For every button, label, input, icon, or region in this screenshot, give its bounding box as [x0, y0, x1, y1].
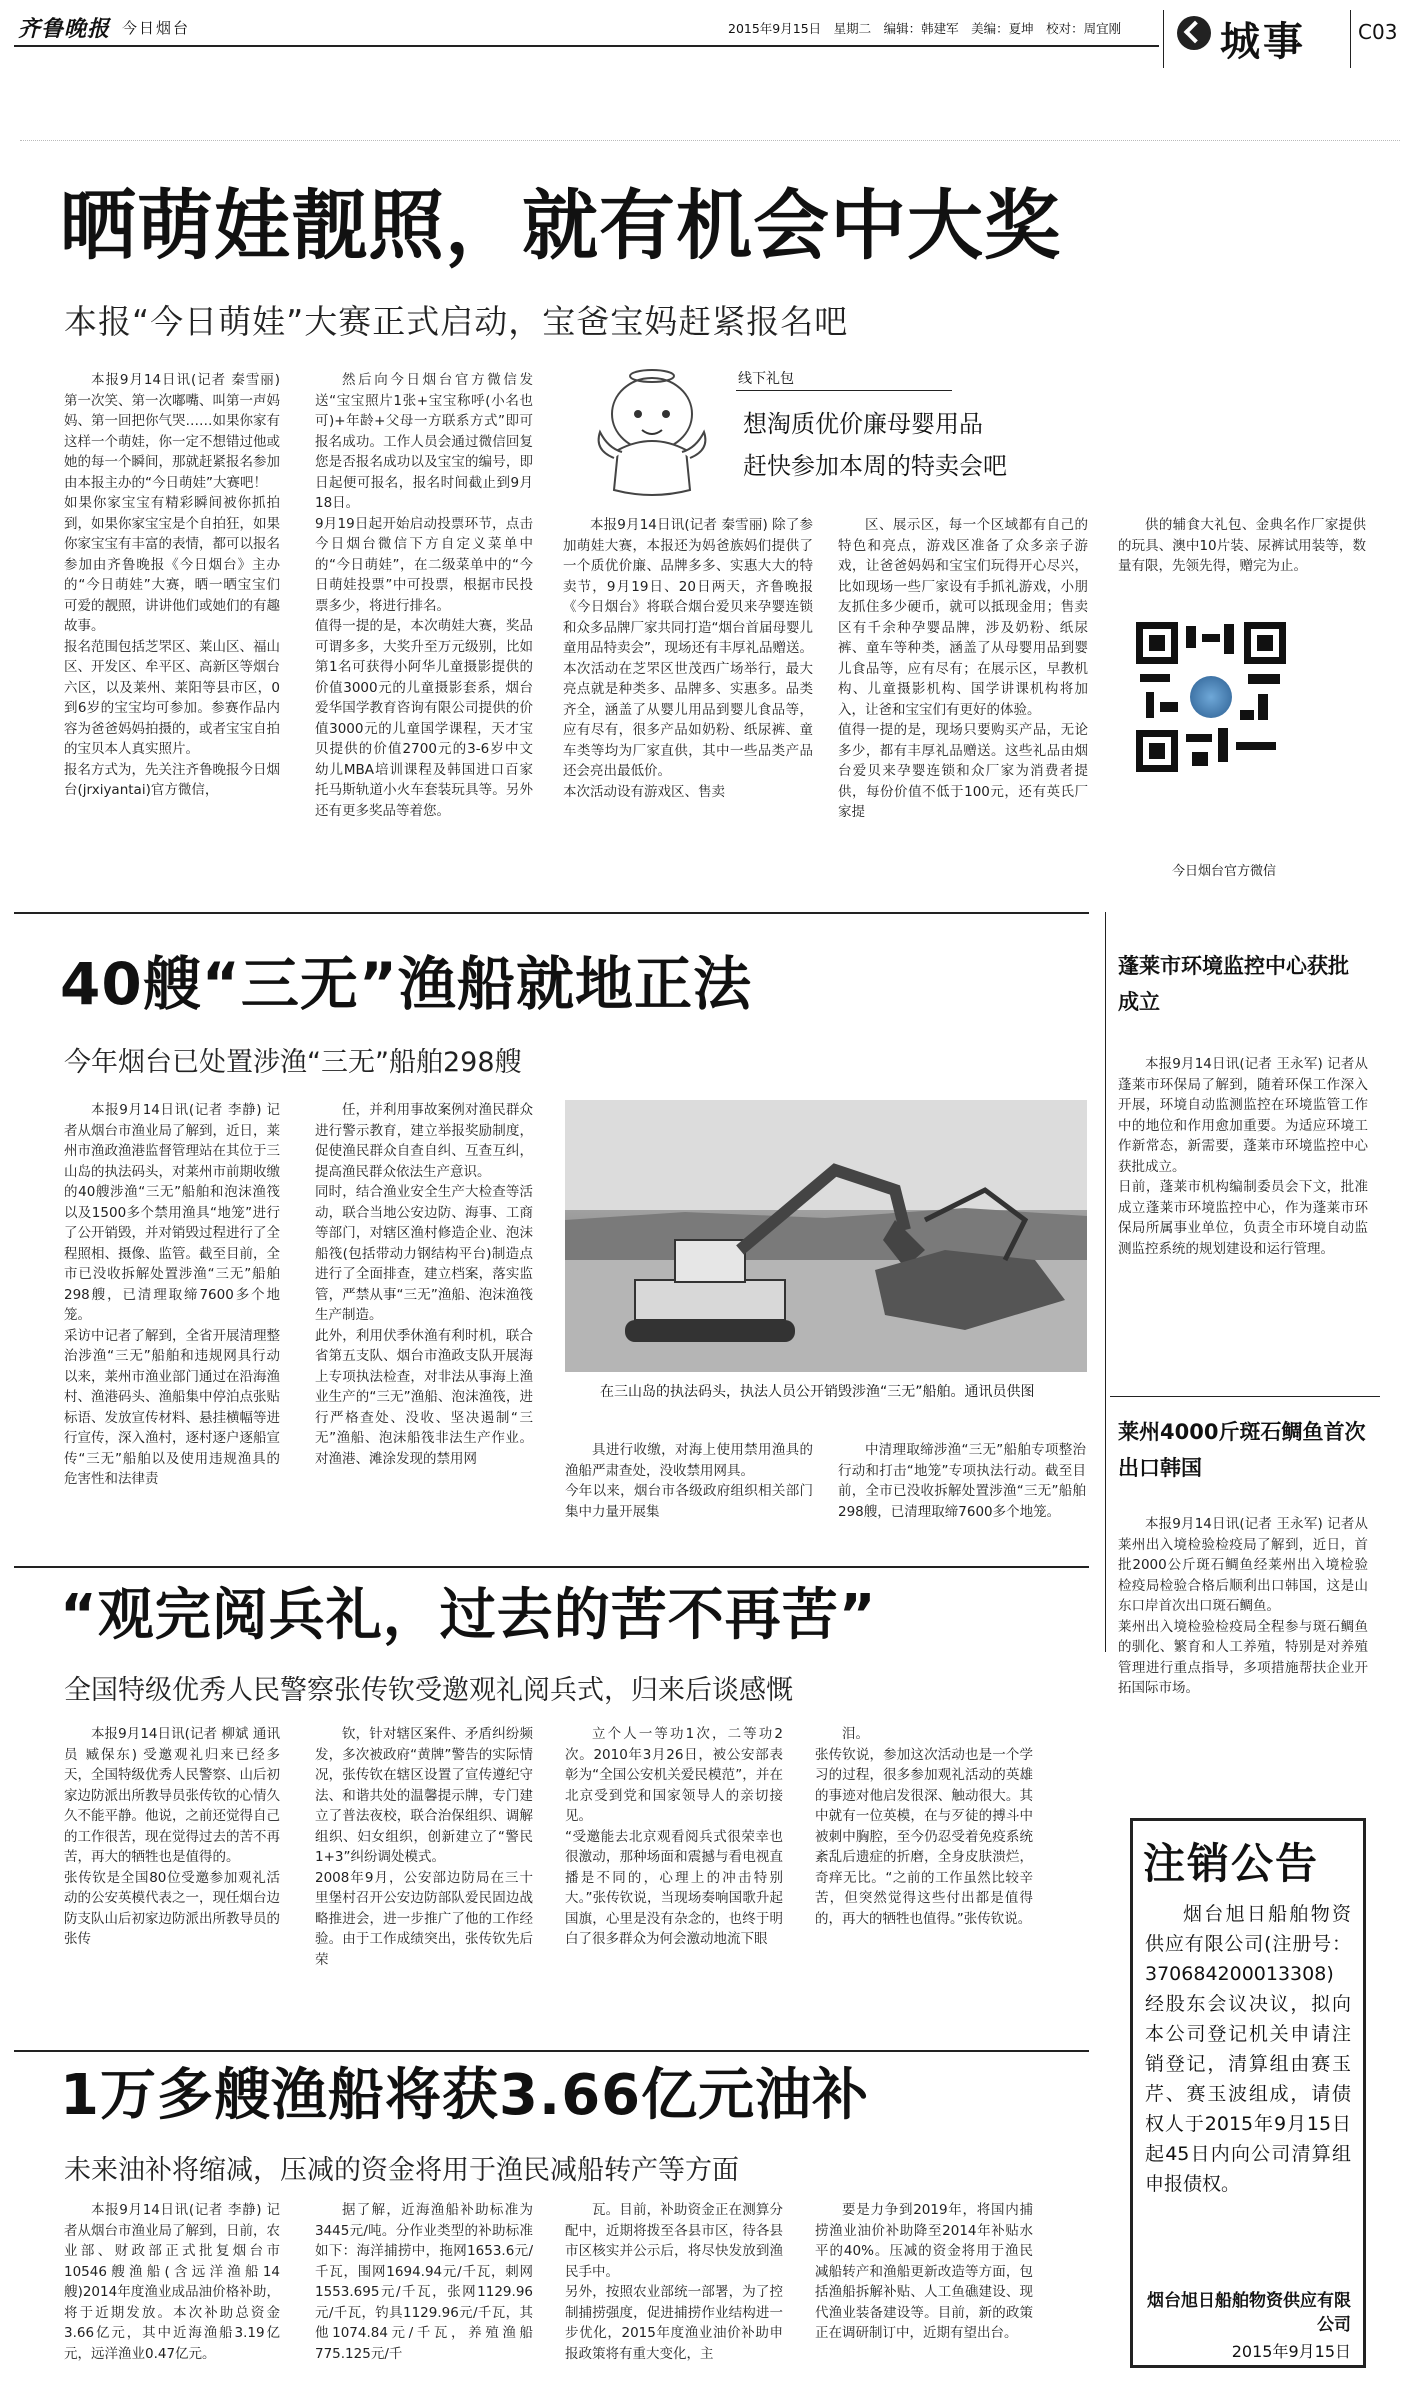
article4-col2: 据了解，近海渔船补助标准为3445元/吨。分作业类型的补助标准如下：海洋捕捞中，拖网1653.6元/千瓦，围网1694.94元/千瓦，刺网1553.695元/千瓦，张网1129.96元/千瓦，钓具1129.96元/千瓦，其他1074.84元/千瓦，养殖渔船775.125元/千	[315, 2202, 533, 2362]
qr-caption: 今日烟台官方微信	[1172, 864, 1277, 879]
masthead-rule-left	[14, 45, 1159, 47]
sidebar-rule-1	[1105, 912, 1106, 1652]
article2-col3: 具进行收缴，对海上使用禁用渔具的渔船严肃查处，没收禁用网具。 今年以来，烟台市各级政府组织相关部门集中力量开展集	[565, 1442, 813, 1520]
brief1-body: 本报9月14日讯(记者 王永军) 记者从蓬莱市环保局了解到，随着环保工作深入开展，环境自动监测监控在环境监管工作中的地位和作用愈加重要。为适应环境工作新常态，新需要，蓬莱市环境监控中心获批成立。 日前，蓬莱市机构编制委员会下文，批准成立蓬莱市环境监控中心，作为蓬莱市环保局所属事业单位，负责全市环境自动监测监控系统的规划建设和运行管理。	[1118, 1056, 1368, 1257]
section-rule-1	[14, 912, 1089, 914]
section-name: 城事	[1220, 19, 1306, 65]
page-number: C03	[1358, 20, 1398, 44]
article1-col3: 本报9月14日讯(记者 秦雪丽) 除了参加萌娃大赛，本报还为妈爸族妈们提供了一个质优价廉、品牌多多、实惠大大的特卖节，9月19日、20日两天，齐鲁晚报《今日烟台》将联合烟台爱贝来孕婴连锁和众多品牌厂家共同打造“烟台首届母婴儿童用品特卖会”，现场还有丰厚礼品赠送。 本次活动在芝罘区世茂西广场举行，最大亮点就是种类多、品牌多、实惠多。品类齐全，涵盖了从婴儿用品到婴儿食品等，应有尽有，很多产品如奶粉、纸尿裤、童车类等均为厂家直供，其中一些品类产品还会亮出最低价。 本次活动设有游戏区、售卖	[563, 517, 813, 800]
article3-col1: 本报9月14日讯(记者 柳斌 通讯员 臧保东) 受邀观礼归来已经多天，全国特级优秀人民警察、山后初家边防派出所教导员张传钦的心情久久不能平静。他说，之前还觉得自己的工作很苦，现在觉得过去的苦不再苦，再大的牺牲也是值得的。 张传钦是全国80位受邀参加观礼活动的公安英模代表之一，现任烟台边防支队山后初家边防派出所教导员的张传	[64, 1726, 280, 1947]
article4-headline: 1万多艘渔船将获3.66亿元油补	[60, 2063, 870, 2128]
notice-body: 烟台旭日船舶物资供应有限公司(注册号：370684200013308)经股东会议决议，拟向本公司登记机关申请注销登记，清算组由赛玉芹、赛玉波组成，请债权人于2015年9月15日起45日内向公司清算组申报债权。	[1145, 1903, 1351, 2195]
masthead-date-line: 2015年9月15日 星期二 编辑：韩建军 美编：夏坤 校对：周宜刚	[728, 21, 1122, 36]
article2-col4: 中清理取缔涉渔“三无”船舶专项整治行动和打击“地笼”专项执法行动。截至目前，全市已没收拆解处置涉渔“三无”船舶298艘，已清理取缔7600多个地笼。	[838, 1442, 1086, 1520]
masthead-edition: 今日烟台	[122, 19, 191, 37]
brief-divider	[1110, 1396, 1380, 1397]
promo-tag: 线下礼包	[738, 371, 794, 387]
article1-col2: 然后向今日烟台官方微信发送“宝宝照片1张+宝宝称呼(小名也可)+年龄+父母一方联系方式”即可报名成功。工作人员会通过微信回复您是否报名成功以及宝宝的编号，即日起便可报名，报名时间截止到9月18日。 9月19日起开始启动投票环节，点击今日烟台微信下方自定义菜单中的“今日萌娃”，在二级菜单中的“今日萌娃投票”中可投票，根据市民投票多少，将进行排名。 值得一提的是，本次萌娃大赛，奖品可谓多多，大奖升至万元级别，比如第1名可获得小阿华儿童摄影提供的价值3000元的儿童摄影套系，烟台爱华国学教育咨询有限公司提供的价值3000元的儿童国学课程，天才宝贝提供的价值2700元的3-6岁中文幼儿MBA培训课程及韩国进口百家托马斯轨道小火车套装玩具等。另外还有更多奖品等着您。	[315, 372, 533, 819]
notice-box	[1130, 1818, 1366, 2368]
notice-title: 注销公告	[1143, 1839, 1320, 1888]
article3-col4: 泪。 张传钦说，参加这次活动也是一个学习的过程，很多参加观礼活动的英雄的事迹对他启发很深、触动很大。其中就有一位英模，在与歹徒的搏斗中被刺中胸腔，至今仍忍受着免疫系统紊乱后遗症的折磨，全身皮肤溃烂，奇痒无比。“之前的工作虽然比较辛苦，但突然觉得这些付出都是值得的，再大的牺牲也值得。”张传钦说。	[815, 1726, 1033, 1927]
masthead-divider-2	[1350, 10, 1351, 68]
qr-code-icon	[1136, 622, 1286, 772]
section-chevron-icon	[1177, 16, 1211, 50]
masthead-divider	[1163, 10, 1164, 68]
article1-subhead: 本报“今日萌娃”大赛正式启动，宝爸宝妈赶紧报名吧	[64, 302, 849, 341]
article3-col3: 立个人一等功1次，二等功2次。2010年3月26日，被公安部表彰为“全国公安机关爱民模范”，并在北京受到党和国家领导人的亲切接见。 “受邀能去北京观看阅兵式很荣幸也很激动，那种场面和震撼与看电视直播是不同的，心理上的冲击特别大。”张传钦说，当现场奏响国歌升起国旗，心里是没有杂念的，也终于明白了很多群众为何会激动地流下眼	[565, 1726, 783, 1947]
notice-date: 2015年9月15日	[1231, 2342, 1351, 2361]
article2-headline: 40艘“三无”渔船就地正法	[60, 950, 752, 1018]
promo-line1: 想淘质优价廉母婴用品	[743, 410, 983, 438]
article4-subhead: 未来油补将缩减，压减的资金将用于渔民减船转产等方面	[64, 2155, 739, 2186]
section-rule-2	[14, 1566, 1089, 1568]
article4-col3: 瓦。目前，补助资金正在测算分配中，近期将拨至各县市区，待各县市区核实并公示后，将尽快发放到渔民手中。 另外，按照农业部统一部署，为了控制捕捞强度，促进捕捞作业结构进一步优化，2015年度渔业油价补助申报政策将有重大变化，主	[565, 2202, 783, 2362]
masthead-paper-name: 齐鲁晚报	[18, 16, 111, 42]
brief2-body: 本报9月14日讯(记者 王永军) 记者从莱州出入境检验检疫局了解到，近日，首批2000公斤斑石鲷鱼经莱州出入境检验检疫局检验合格后顺利出口韩国，这是山东口岸首次出口斑石鲷鱼。 莱州出入境检验检疫局全程参与斑石鲷鱼的驯化、繁育和人工养殖，特别是对养殖管理进行重点指导，多项措施帮扶企业开拓国际市场。	[1118, 1516, 1368, 1696]
promo-line2: 赶快参加本周的特卖会吧	[743, 452, 1007, 480]
article2-col2: 任，并利用事故案例对渔民群众进行警示教育，建立举报奖励制度，促使渔民群众自查自纠、互查互纠，提高渔民群众依法生产意识。 同时，结合渔业安全生产大检查等活动，联合当地公安边防、海事、工商等部门，对辖区渔村修造企业、泡沫船筏(包括带动力钢结构平台)制造点进行了全面排查，建立档案，落实监管，严禁从事“三无”渔船、泡沫渔筏生产制造。 此外，利用伏季休渔有利时机，联合省第五支队、烟台市渔政支队开展海上专项执法检查，对非法从事海上渔业生产的“三无”渔船、泡沫渔筏，进行严格查处、没收、坚决遏制“三无”渔船、泡沫船筏非法生产作业。对渔港、滩涂发现的禁用网	[315, 1102, 533, 1467]
article1-col5: 供的辅食大礼包、金典名作厂家提供的玩具、澳中10片装、尿裤试用装等，数量有限，先领先得，赠完为止。	[1118, 517, 1366, 574]
article1-col4: 区、展示区，每一个区域都有自己的特色和亮点，游戏区准备了众多亲子游戏，让爸爸妈妈和宝宝们玩得开心尽兴，比如现场一些厂家设有手抓礼游戏，小朋友抓住多少硬币，就可以抵现金用；售卖区有千余种孕婴品牌，涉及奶粉、纸尿裤、童车等种类，涵盖了从母婴用品到婴儿食品等，应有尽有；在展示区，早教机构、儿童摄影机构、国学讲课机构将加入，让爸和宝宝们有更好的体验。 值得一提的是，现场只要购买产品，无论多少，都有丰厚礼品赠送。这些礼品由烟台爱贝来孕婴连锁和众厂家为消费者提供，每份价值不低于100元，还有英氏厂家提	[838, 517, 1088, 820]
notice-signature: 烟台旭日船舶物资供应有限公司	[1147, 2291, 1351, 2335]
article3-subhead: 全国特级优秀人民警察张传钦受邀观礼阅兵式，归来后谈感慨	[64, 1675, 793, 1706]
article4-col1: 本报9月14日讯(记者 李静) 记者从烟台市渔业局了解到，日前，农业部、财政部正式批复烟台市10546艘渔船(含远洋渔船14艘)2014年度渔业成品油价格补助，将于近期发放。本次补助总资金3.66亿元，其中近海渔船3.19亿元，远洋渔业0.47亿元。	[64, 2202, 280, 2362]
article4-col4: 要是力争到2019年，将国内捕捞渔业油价补助降至2014年补贴水平的40%。压减的资金将用于渔民减船转产和渔船更新改造等方面，包括渔船拆解补贴、人工鱼礁建设、现代渔业装备建设等。目前，新的政策正在调研制订中，近期有望出台。	[815, 2202, 1033, 2341]
article2-subhead: 今年烟台已处置涉渔“三无”船舶298艘	[64, 1047, 522, 1078]
article3-col2: 钦，针对辖区案件、矛盾纠纷频发，多次被政府“黄牌”警告的实际情况，张传钦在辖区设置了宣传遵纪守法、和谐共处的温馨提示牌，专门建立了普法夜校，联合治保组织、调解组织、妇女组织，创新建立了“警民1+3”纠纷调处模式。 2008年9月，公安部边防局在三十里堡村召开公安边防部队爱民固边战略推进会，进一步推广了他的工作经验。由于工作成绩突出，张传钦先后荣	[315, 1726, 533, 1968]
photo-caption: 在三山岛的执法码头，执法人员公开销毁涉渔“三无”船舶。通讯员供图	[600, 1384, 1035, 1400]
baby-illustration	[578, 362, 728, 502]
article1-col1: 本报9月14日讯(记者 秦雪丽) 第一次笑、第一次嘟嘴、叫第一声妈妈、第一回把你气哭……如果你家有这样一个萌娃，你一定不想错过他或她的每一个瞬间，那就赶紧报名参加由本报主办的“今日萌娃”大赛吧！ 如果你家宝宝有精彩瞬间被你抓拍到，如果你家宝宝是个自拍狂，如果你家宝宝有丰富的表情，都可以报名参加由齐鲁晚报《今日烟台》主办的“今日萌娃”大赛，晒一晒宝宝们可爱的靓照，讲讲他们或她们的有趣故事。 报名范围包括芝罘区、莱山区、福山区、开发区、牟平区、高新区等烟台六区，以及莱州、莱阳等县市区，0到6岁的宝宝均可参加。参赛作品内容为爸爸妈妈拍摄的，或者宝宝自拍的宝贝本人真实照片。 报名方式为，先关注齐鲁晚报今日烟台(jrxiyantai)官方微信，	[64, 372, 280, 798]
article3-headline: “观完阅兵礼，过去的苦不再苦”	[60, 1583, 877, 1648]
brief1-headline: 蓬莱市环境监控中心获批成立	[1118, 954, 1349, 1014]
promo-tag-rule	[736, 390, 952, 391]
excavator-photo	[565, 1100, 1087, 1372]
brief2-headline: 莱州4000斤斑石鲷鱼首次出口韩国	[1118, 1420, 1366, 1480]
article1-headline: 晒萌娃靓照，就有机会中大奖	[60, 181, 1061, 270]
masthead-dots	[20, 140, 1400, 141]
article2-col1: 本报9月14日讯(记者 李静) 记者从烟台市渔业局了解到，近日，莱州市渔政渔港监督管理站在其位于三山岛的执法码头，对莱州市前期收缴的40艘涉渔“三无”船舶和泡沫渔筏以及1500多个禁用渔具“地笼”进行了公开销毁，并对销毁过程进行了全程照相、摄像、监管。截至目前，全市已没收拆解处置涉渔“三无”船舶298艘，已清理取缔7600多个地笼。 采访中记者了解到，全省开展清理整治涉渔“三无”船舶和违规网具行动以来，莱州市渔业部门通过在沿海渔村、渔港码头、渔船集中停泊点张贴标语、发放宣传材料、悬挂横幅等进行宣传，深入渔村，逐村逐户逐船宣传“三无”船舶以及使用违规渔具的危害性和法律责	[64, 1102, 280, 1487]
section-rule-3	[14, 2050, 1089, 2052]
